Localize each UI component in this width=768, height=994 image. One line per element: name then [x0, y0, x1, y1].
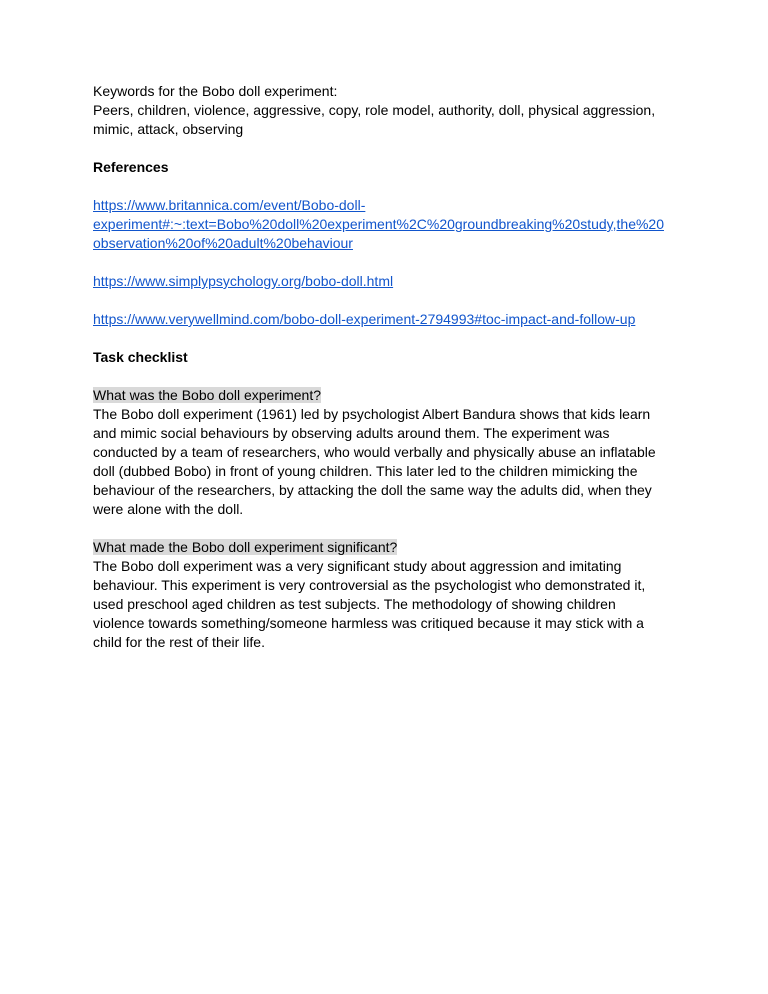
answer-2-line-4: violence towards something/someone harmless was critiqued because it may stick with a	[93, 615, 644, 631]
answer-1-line-2: and mimic social behaviours by observing adults around them. The experiment was	[93, 425, 610, 441]
answer-1-line-1: The Bobo doll experiment (1961) led by psychologist Albert Bandura shows that kids learn	[93, 406, 651, 422]
answer-1-line-5: behaviour of the researchers, by attacking the doll the same way the adults did, when they	[93, 482, 652, 498]
references-heading: References	[93, 159, 169, 175]
checklist-question-2: What made the Bobo doll experiment significant?	[93, 539, 398, 555]
keywords-list-line-2: mimic, attack, observing	[93, 121, 244, 137]
answer-2-line-5: child for the rest of their life.	[93, 634, 265, 650]
checklist-item-1	[93, 386, 693, 519]
answer-2-line-3: used preschool aged children as test subjects. The methodology of showing children	[93, 596, 616, 612]
answer-2-line-1: The Bobo doll experiment was a very significant study about aggression and imitating	[93, 558, 622, 574]
reference-link-1-line-2[interactable]: experiment#:~:text=Bobo%20doll%20experiment%2C%20groundbreaking%20study,the%20	[93, 216, 664, 232]
answer-1-line-4: doll (dubbed Bobo) in front of young children. This later led to the children mimicking the	[93, 463, 638, 479]
keywords-section	[93, 82, 693, 139]
checklist-heading-block	[93, 348, 693, 367]
answer-1-line-6: were alone with the doll.	[93, 501, 244, 517]
reference-link-2[interactable]	[93, 272, 693, 291]
checklist-item-2	[93, 538, 693, 652]
reference-link-3-text[interactable]: https://www.verywellmind.com/bobo-doll-experiment-2794993#toc-impact-and-follow-up	[93, 311, 636, 327]
answer-2-line-2: behaviour. This experiment is very controversial as the psychologist who demonstrated it,	[93, 577, 646, 593]
references-heading-block	[93, 158, 693, 177]
reference-link-1-line-3[interactable]: observation%20of%20adult%20behaviour	[93, 235, 353, 251]
checklist-heading: Task checklist	[93, 349, 188, 365]
keywords-label: Keywords for the Bobo doll experiment:	[93, 83, 338, 99]
reference-link-1[interactable]	[93, 196, 693, 253]
reference-link-1-line-1[interactable]: https://www.britannica.com/event/Bobo-doll-	[93, 197, 366, 213]
reference-link-2-text[interactable]: https://www.simplypsychology.org/bobo-doll.html	[93, 273, 394, 289]
keywords-list-line-1: Peers, children, violence, aggressive, copy, role model, authority, doll, physical aggression,	[93, 102, 656, 118]
document-page	[93, 82, 693, 671]
answer-1-line-3: conducted by a team of researchers, who would verbally and physically abuse an inflatable	[93, 444, 656, 460]
reference-link-3[interactable]	[93, 310, 693, 329]
checklist-question-1: What was the Bobo doll experiment?	[93, 387, 322, 403]
